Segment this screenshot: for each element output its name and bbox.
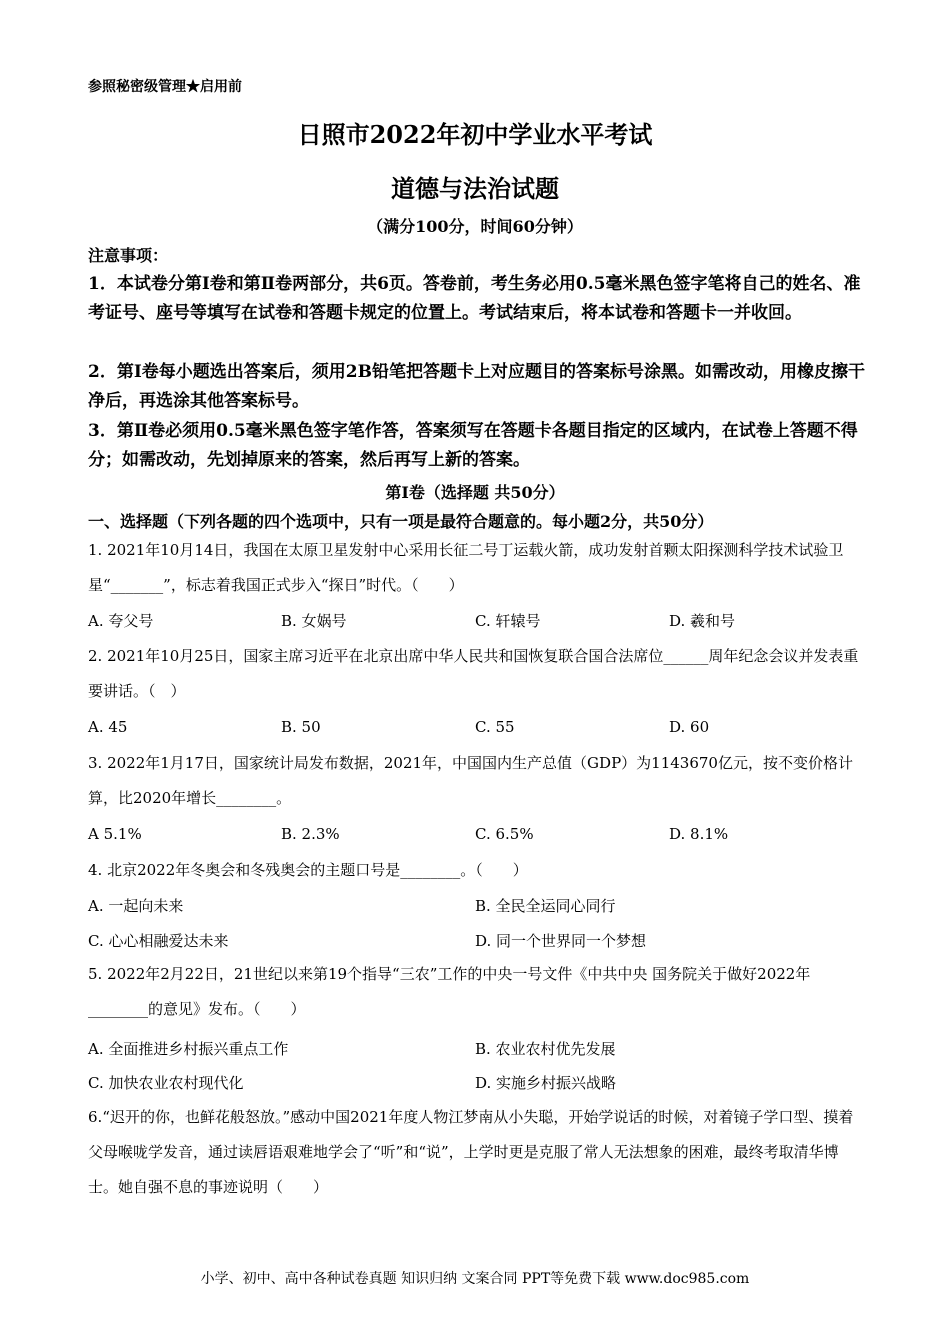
question-stem: 6.“迟开的你，也鲜花般怒放。”感动中国2021年度人物江梦南从小失聪，开始学说话的时候，对着镜子学口型、摸着父母喉咙学发音，通过读唇语艰难地学会了“听”和“说”，上学时更是克服了常人无法想象的困难，最终考取清华博士。她自强不息的事迹说明（ ） [88, 1108, 854, 1196]
question-stem: 5. 2022年2月22日，21世纪以来第19个指导“三农”工作的中央一号文件《中共中央 国务院关于做好2022年________的意见》发布。（ ） [88, 965, 811, 1018]
option-d: D. 8.1% [669, 825, 729, 843]
option-c: C. 心心相融爱达未来 [88, 932, 229, 950]
option-d: D. 60 [669, 718, 710, 736]
option-d: D. 羲和号 [669, 612, 736, 630]
option-b: B. 女娲号 [281, 612, 347, 630]
option-c: C. 轩辕号 [475, 612, 541, 630]
option-b: B. 2.3% [281, 825, 340, 843]
option-c: C. 55 [475, 718, 515, 736]
option-d: D. 同一个世界同一个梦想 [475, 932, 647, 950]
note-item: 1．本试卷分第Ⅰ卷和第Ⅱ卷两部分，共6页。答卷前，考生务必用0.5毫米黑色签字笔将自己的姓名、准考证号、座号等填写在试卷和答题卡规定的位置上。考试结束后，将本试卷和答题卡一并收回。 [88, 274, 861, 323]
exam-subtitle: 道德与法治试题 [391, 174, 559, 203]
option-b: B. 50 [281, 718, 321, 736]
secret-label: 参照秘密级管理★启用前 [88, 79, 242, 95]
option-a: A. 45 [88, 718, 128, 736]
note-item: 2．第Ⅰ卷每小题选出答案后，须用2B铅笔把答题卡上对应题目的答案标号涂黑。如需改动，用橡皮擦干净后，再选涂其他答案标号。 [88, 362, 865, 411]
score-time: （满分100分，时间60分钟） [367, 217, 583, 236]
option-a: A. 全面推进乡村振兴重点工作 [88, 1040, 289, 1058]
note-item: 3．第Ⅱ卷必须用0.5毫米黑色签字笔作答，答案须写在答题卡各题目指定的区域内，在试卷上答题不得分；如需改动，先划掉原来的答案，然后再写上新的答案。 [88, 421, 858, 470]
option-c: C. 6.5% [475, 825, 534, 843]
option-a: A 5.1% [88, 825, 142, 843]
question-stem: 2. 2021年10月25日，国家主席习近平在北京出席中华人民共和国恢复联合国合法席位______周年纪念会议并发表重要讲话。（ ） [88, 647, 859, 700]
notes-heading: 注意事项： [88, 246, 169, 265]
exam-title: 日照市2022年初中学业水平考试 [297, 120, 653, 149]
page-footer: 小学、初中、高中各种试卷真题 知识归纳 文案合同 PPT等免费下载 www.doc985.com [200, 1271, 750, 1287]
option-c: C. 加快农业农村现代化 [88, 1074, 244, 1092]
question-stem: 3. 2022年1月17日，国家统计局发布数据，2021年，中国国内生产总值（GDP）为1143670亿元，按不变价格计算，比2020年增长________。 [88, 754, 853, 807]
option-b: B. 农业农村优先发展 [475, 1040, 616, 1058]
option-d: D. 实施乡村振兴战略 [475, 1074, 617, 1092]
section-heading: 一、选择题（下列各题的四个选项中，只有一项是最符合题意的。每小题2分，共50分） [88, 512, 714, 531]
question-stem: 1. 2021年10月14日，我国在太原卫星发射中心采用长征二号丁运载火箭，成功发射首颗太阳探测科学技术试验卫星“_______”，标志着我国正式步入“探日”时代。（ ） [88, 541, 844, 594]
question-stem: 4. 北京2022年冬奥会和冬残奥会的主题口号是________。（ ） [88, 861, 528, 879]
volume-heading: 第Ⅰ卷（选择题 共50分） [385, 483, 565, 502]
option-a: A. 一起向未来 [88, 897, 184, 915]
option-b: B. 全民全运同心同行 [475, 897, 616, 915]
option-a: A. 夸父号 [88, 612, 154, 630]
